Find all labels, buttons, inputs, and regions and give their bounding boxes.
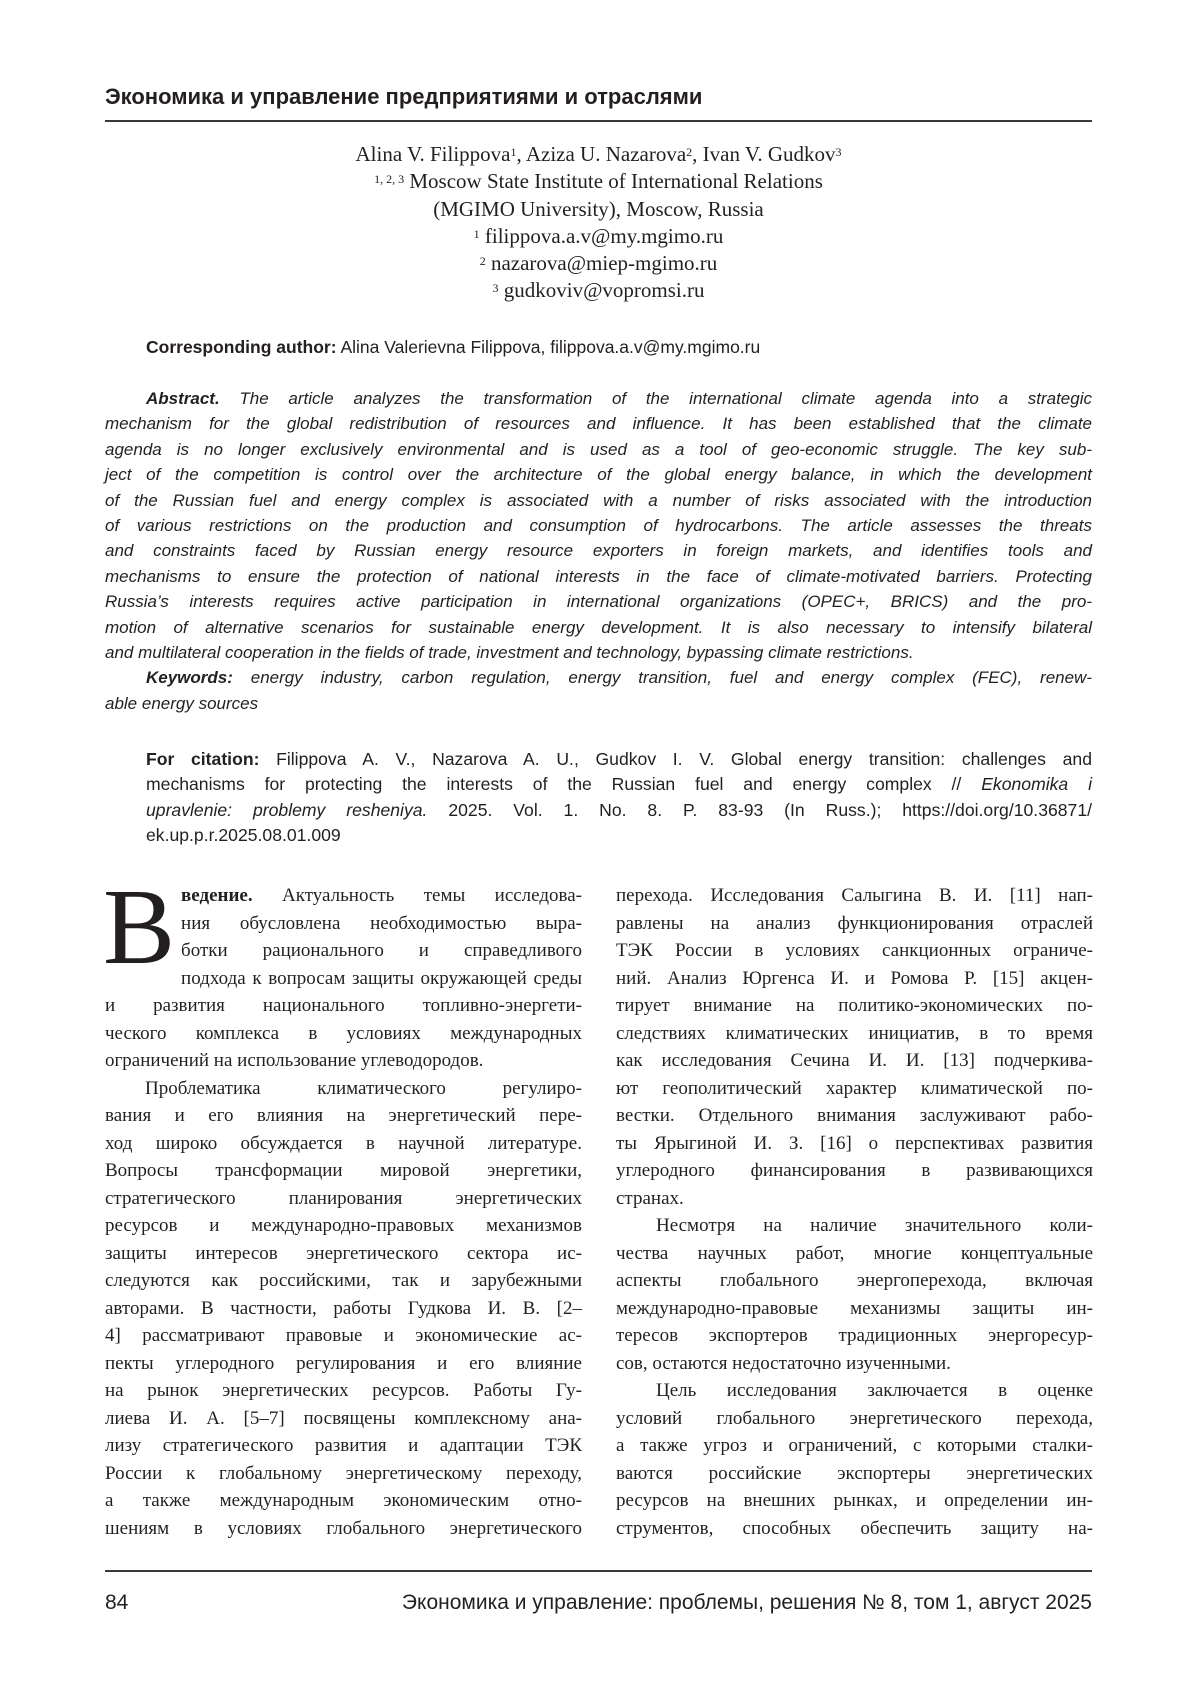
text-line: Несмотря на наличие значительного коли- (616, 1212, 1093, 1240)
text-line: and multilateral cooperation in the fields of trade, investment and technology, bypassing climate restrictions. (105, 640, 1092, 665)
email-sup: 1 (474, 227, 480, 241)
text-line: ek.up.p.r.2025.08.01.009 (146, 823, 1092, 848)
corresponding-text: Alina Valerievna Filippova, filippova.a.v@my.mgimo.ru (337, 337, 761, 357)
text-line: чества научных работ, многие концептуальные (616, 1240, 1093, 1268)
affiliation-sup: 1, 2, 3 (374, 172, 404, 186)
text-line: аспекты глобального энергоперехода, включая (616, 1267, 1093, 1295)
author-name: Alina V. Filippova (356, 142, 511, 166)
affiliation (105, 168, 1092, 195)
text-line: of various restrictions on the production and consumption of hydrocarbons. The article assesses the threats (105, 513, 1092, 538)
corresponding-label: Corresponding author: (146, 337, 337, 357)
text-line: равлены на анализ функционирования отраслей (616, 910, 1093, 938)
text-line: а также международным экономическим отно- (105, 1487, 582, 1515)
lead-in-label: Keywords: (146, 668, 233, 687)
author-names (105, 141, 1092, 168)
email-link[interactable]: filippova.a.v@my.mgimo.ru (480, 224, 724, 248)
text-line: mechanisms to ensure the protection of national interests in the face of climate-motivated barriers. Protecting (105, 564, 1092, 589)
text-line: как исследования Сечина И. И. [13] подчеркива- (616, 1047, 1093, 1075)
text-line: ваются российские экспортеры энергетических (616, 1460, 1093, 1488)
text-line: ния обусловлена необходимостью выра- (105, 910, 582, 938)
text-line (105, 882, 582, 910)
text-line: ресурсов на внешних рынках, и определении ин- (616, 1487, 1093, 1515)
author-email (105, 277, 1092, 304)
text-line: шениям в условиях глобального энергетического (105, 1515, 582, 1543)
affiliation-line-2: (MGIMO University), Moscow, Russia (105, 196, 1092, 223)
text-line: а также угроз и ограничений, с которыми сталки- (616, 1432, 1093, 1460)
body-column-right (616, 882, 1093, 1542)
text-line: 4] рассматривают правовые и экономические ас- (105, 1322, 582, 1350)
text-line: ТЭК России в условиях санкционных ограниче- (616, 937, 1093, 965)
affiliation-line: Moscow State Institute of International Relations (404, 169, 823, 193)
text-line: сов, остаются недостаточно изученными. (616, 1350, 1093, 1378)
lead-in-label: ведение. (181, 885, 253, 906)
text-line: ют геополитический характер климатической по- (616, 1075, 1093, 1103)
text-line: Вопросы трансформации мировой энергетики, (105, 1157, 582, 1185)
text-line: тирует внимание на политико-экономических по- (616, 992, 1093, 1020)
text-segment: mechanisms for protecting the interests of the Russian fuel and energy complex // (146, 774, 981, 794)
lead-in-label: For citation: (146, 749, 259, 769)
text-line: лизу стратегического развития и адаптации ТЭК (105, 1432, 582, 1460)
text-line: Цель исследования заключается в оценке (616, 1377, 1093, 1405)
author-affil-sup: 1 (511, 145, 517, 159)
corresponding-author (146, 334, 760, 360)
text-line (105, 386, 1092, 411)
email-sup: 3 (492, 281, 498, 295)
email-sup: 2 (480, 254, 486, 268)
text-line: подхода к вопросам защиты окружающей среды (105, 965, 582, 993)
author-name: , Aziza U. Nazarova (517, 142, 687, 166)
email-link[interactable]: gudkoviv@vopromsi.ru (498, 278, 704, 302)
abstract (105, 386, 1092, 716)
text-line (146, 798, 1092, 823)
text-line: ject of the competition is control over the architecture of the global energy balance, in which the development (105, 462, 1092, 487)
drop-cap: В (103, 888, 175, 970)
text-line: тересов экспортеров традиционных энергоресур- (616, 1322, 1093, 1350)
author-name: , Ivan V. Gudkov (692, 142, 835, 166)
text-segment: upravlenie: problemy resheniya. (146, 800, 427, 820)
text-line: вания и его влияния на энергетический пере- (105, 1102, 582, 1130)
text-line: able energy sources (105, 691, 1092, 716)
authors-block (105, 141, 1092, 305)
text-line: странах. (616, 1185, 1093, 1213)
text-line: motion of alternative scenarios for sustainable energy development. It is also necessary to intensify bilateral (105, 615, 1092, 640)
text-segment: 2025. Vol. 1. No. 8. P. 83-93 (In Russ.); https://doi.org/10.36871/ (427, 800, 1092, 820)
text-line: перехода. Исследования Салыгина В. И. [11] нап- (616, 882, 1093, 910)
author-affil-sup: 2 (686, 145, 692, 159)
text-line: международно-правовые механизмы защиты ин- (616, 1295, 1093, 1323)
text-line: следствиях климатических инициатив, в то время (616, 1020, 1093, 1048)
text-segment: energy industry, carbon regulation, energy transition, fuel and energy complex (FEC), renew- (233, 668, 1092, 687)
text-line: agenda is no longer exclusively environmental and is used as a tool of geo-economic struggle. The key sub- (105, 437, 1092, 462)
text-line: пекты углеродного регулирования и его влияние (105, 1350, 582, 1378)
text-line: ход широко обсуждается в научной литературе. (105, 1130, 582, 1158)
text-line: вестки. Отдельного внимания заслуживают рабо- (616, 1102, 1093, 1130)
text-line: Проблематика климатического регулиро- (105, 1075, 582, 1103)
lead-in-label: Abstract. (146, 389, 220, 408)
text-line: ний. Анализ Юргенса И. и Ромова Р. [15] акцен- (616, 965, 1093, 993)
running-header-section-title: Экономика и управление предприятиями и отраслями (105, 83, 702, 111)
text-line: ты Ярыгиной И. З. [16] о перспективах развития (616, 1130, 1093, 1158)
text-segment: Актуальность темы исследова- (253, 885, 582, 906)
text-line: следуются как российскими, так и зарубежными (105, 1267, 582, 1295)
text-line: на рынок энергетических ресурсов. Работы Гу- (105, 1377, 582, 1405)
text-line: Russia’s interests requires active participation in international organizations (OPEC+, BRICS) and the pro- (105, 589, 1092, 614)
text-line: стратегического планирования энергетических (105, 1185, 582, 1213)
text-line: ограничений на использование углеводородов. (105, 1047, 582, 1075)
text-segment: Ekonomika i (981, 774, 1092, 794)
author-affil-sup: 3 (835, 145, 841, 159)
text-line: ботки рационального и справедливого (105, 937, 582, 965)
author-email (105, 223, 1092, 250)
text-segment: The article analyzes the transformation of the international climate agenda into a strategic (220, 389, 1092, 408)
text-line: условий глобального энергетического перехода, (616, 1405, 1093, 1433)
text-line: of the Russian fuel and energy complex is associated with a number of risks associated with the introduction (105, 488, 1092, 513)
text-line: углеродного финансирования в развивающихся (616, 1157, 1093, 1185)
footer-journal-info: Экономика и управление: проблемы, решения № 8, том 1, август 2025 (402, 1589, 1092, 1617)
text-line: и развития национального топливно-энергети- (105, 992, 582, 1020)
page-number: 84 (105, 1589, 128, 1617)
text-line: ческого комплекса в условиях международных (105, 1020, 582, 1048)
text-line: России к глобальному энергетическому переходу, (105, 1460, 582, 1488)
text-line (105, 665, 1092, 690)
body-column-left (105, 882, 582, 1542)
text-line: авторами. В частности, работы Гудкова И. В. [2– (105, 1295, 582, 1323)
text-line: защиты интересов энергетического сектора ис- (105, 1240, 582, 1268)
text-line (146, 747, 1092, 772)
text-line (146, 772, 1092, 797)
text-segment: Filippova A. V., Nazarova A. U., Gudkov I. V. Global energy transition: challenges and (259, 749, 1092, 769)
footer-rule (105, 1570, 1092, 1572)
header-rule (105, 120, 1092, 122)
text-line: mechanism for the global redistribution of resources and influence. It has been established that the climate (105, 411, 1092, 436)
author-email (105, 250, 1092, 277)
text-line: and constraints faced by Russian energy resource exporters in foreign markets, and identifies tools and (105, 538, 1092, 563)
text-line: лиева И. А. [5–7] посвящены комплексному ана- (105, 1405, 582, 1433)
citation (146, 747, 1092, 849)
text-line: ресурсов и международно-правовых механизмов (105, 1212, 582, 1240)
text-line: струментов, способных обеспечить защиту на- (616, 1515, 1093, 1543)
email-link[interactable]: nazarova@miep-mgimo.ru (486, 251, 718, 275)
